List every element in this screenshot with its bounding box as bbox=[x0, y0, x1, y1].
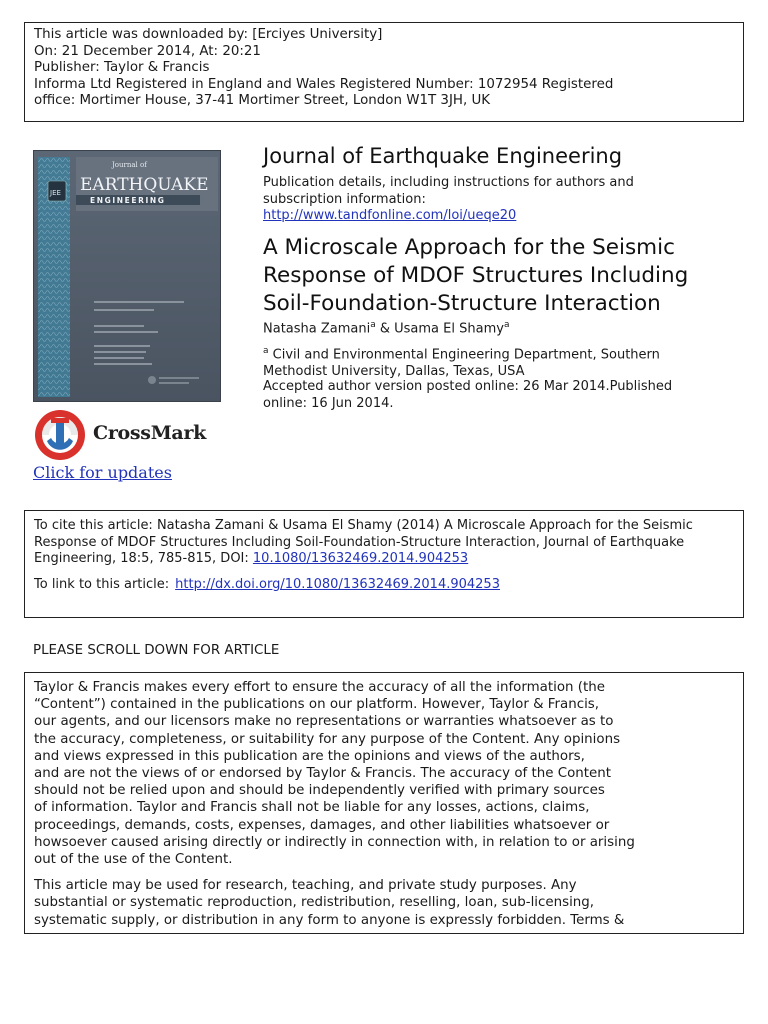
citation-text bbox=[34, 518, 734, 568]
terms-line: Taylor & Francis makes every effort to ensure the accuracy of all the information (the bbox=[34, 680, 605, 695]
journal-title: Journal of Earthquake Engineering bbox=[263, 144, 623, 168]
terms-line: proceedings, demands, costs, expenses, damages, and other liabilities whatsoever or bbox=[34, 817, 610, 833]
article-title-line: A Microscale Approach for the Seismic bbox=[263, 235, 675, 260]
terms-line: This article may be used for research, teaching, and private study purposes. Any bbox=[34, 878, 577, 894]
affiliation-marker: a bbox=[503, 320, 510, 330]
article-title-line: Soil-Foundation-Structure Interaction bbox=[263, 291, 661, 316]
journal-url-link[interactable]: http://www.tandfonline.com/loi/ueqe20 bbox=[263, 208, 517, 223]
posted-line: online: 16 Jun 2014. bbox=[263, 396, 394, 411]
cover-logo-label: JEE bbox=[50, 189, 61, 197]
office-address: office: Mortimer House, 37-41 Mortimer Street, London W1T 3JH, UK bbox=[34, 93, 491, 109]
author-name: Natasha Zamani bbox=[263, 321, 371, 337]
terms-paragraph bbox=[34, 679, 734, 868]
cover-journal-sub: ENGINEERING bbox=[90, 196, 166, 205]
affiliation-marker: a bbox=[370, 320, 376, 330]
cover-illustration bbox=[34, 151, 221, 402]
publication-details-line: Publication details, including instructions for authors and bbox=[263, 175, 634, 190]
affiliation bbox=[263, 343, 733, 380]
affiliation-line: Methodist University, Dallas, Texas, USA bbox=[263, 364, 525, 380]
downloaded-by: This article was downloaded by: [Erciyes University] bbox=[34, 27, 383, 42]
scroll-notice: PLEASE SCROLL DOWN FOR ARTICLE bbox=[33, 643, 280, 658]
affiliation-line: Civil and Environmental Engineering Department, Southern bbox=[272, 347, 660, 363]
author-name: Usama El Shamy bbox=[394, 321, 504, 337]
posted-dates bbox=[263, 378, 723, 412]
terms-line: should not be relied upon and should be independently verified with primary sources bbox=[34, 783, 605, 799]
author-separator: & bbox=[375, 321, 395, 337]
terms-line: and are not the views of or endorsed by Taylor & Francis. The accuracy of the Content bbox=[34, 766, 611, 782]
terms-line: the accuracy, completeness, or suitability for any purpose of the Content. Any opinions bbox=[34, 731, 621, 747]
registration: Informa Ltd Registered in England and Wales Registered Number: 1072954 Registered bbox=[34, 76, 614, 92]
doi-link[interactable]: 10.1080/13632469.2014.904253 bbox=[252, 551, 469, 566]
article-title bbox=[263, 234, 743, 318]
terms-line: and views expressed in this publication are the opinions and views of the authors, bbox=[34, 748, 585, 764]
cover-journal-big: EARTHQUAKE bbox=[80, 175, 209, 195]
click-for-updates-link[interactable]: Click for updates bbox=[33, 463, 172, 482]
publisher: Publisher: Taylor & Francis bbox=[34, 60, 210, 76]
terms-line: “Content”) contained in the publications on our platform. However, Taylor & Francis, bbox=[34, 697, 600, 713]
link-label: To link to this article: bbox=[34, 576, 170, 592]
citation-line: Response of MDOF Structures Including Soil-Foundation-Structure Interaction, Journal of Earthquake bbox=[34, 534, 685, 550]
article-doi-url-link[interactable]: http://dx.doi.org/10.1080/13632469.2014.904253 bbox=[175, 576, 500, 592]
terms-paragraph bbox=[34, 877, 734, 929]
citation-line: To cite this article: Natasha Zamani & Usama El Shamy (2014) A Microscale Approach for the Seismic bbox=[34, 518, 693, 533]
terms-line: substantial or systematic reproduction, redistribution, reselling, loan, sub-licensing, bbox=[34, 895, 595, 911]
publication-details-line: subscription information: bbox=[263, 191, 426, 207]
article-link-line bbox=[34, 577, 734, 592]
crossmark-icon bbox=[33, 408, 87, 462]
citation-box bbox=[24, 510, 744, 618]
citation-line: Engineering, 18:5, 785-815, DOI: bbox=[34, 551, 253, 566]
terms-line: of information. Taylor and Francis shall not be liable for any losses, actions, claims, bbox=[34, 800, 590, 816]
journal-cover-image bbox=[33, 150, 221, 402]
crossmark-label: CrossMark bbox=[93, 422, 207, 444]
terms-line: out of the use of the Content. bbox=[34, 852, 233, 868]
download-info-box bbox=[24, 22, 744, 122]
article-title-line: Response of MDOF Structures Including bbox=[263, 263, 689, 288]
crossmark-badge[interactable] bbox=[33, 408, 207, 460]
terms-line: systematic supply, or distribution in any form to anyone is expressly forbidden. Terms & bbox=[34, 912, 625, 928]
cover-journal-small: Journal of bbox=[112, 161, 147, 169]
terms-line: our agents, and our licensors make no representations or warranties whatsoever as to bbox=[34, 714, 614, 730]
terms-line: howsoever caused arising directly or indirectly in connection with, in relation to or arising bbox=[34, 834, 635, 850]
authors bbox=[263, 320, 509, 336]
posted-line: Accepted author version posted online: 26 Mar 2014.Published bbox=[263, 379, 673, 394]
terms-box bbox=[24, 672, 744, 934]
affiliation-marker: a bbox=[263, 346, 269, 356]
download-date: On: 21 December 2014, At: 20:21 bbox=[34, 43, 261, 59]
publication-details bbox=[263, 175, 703, 208]
